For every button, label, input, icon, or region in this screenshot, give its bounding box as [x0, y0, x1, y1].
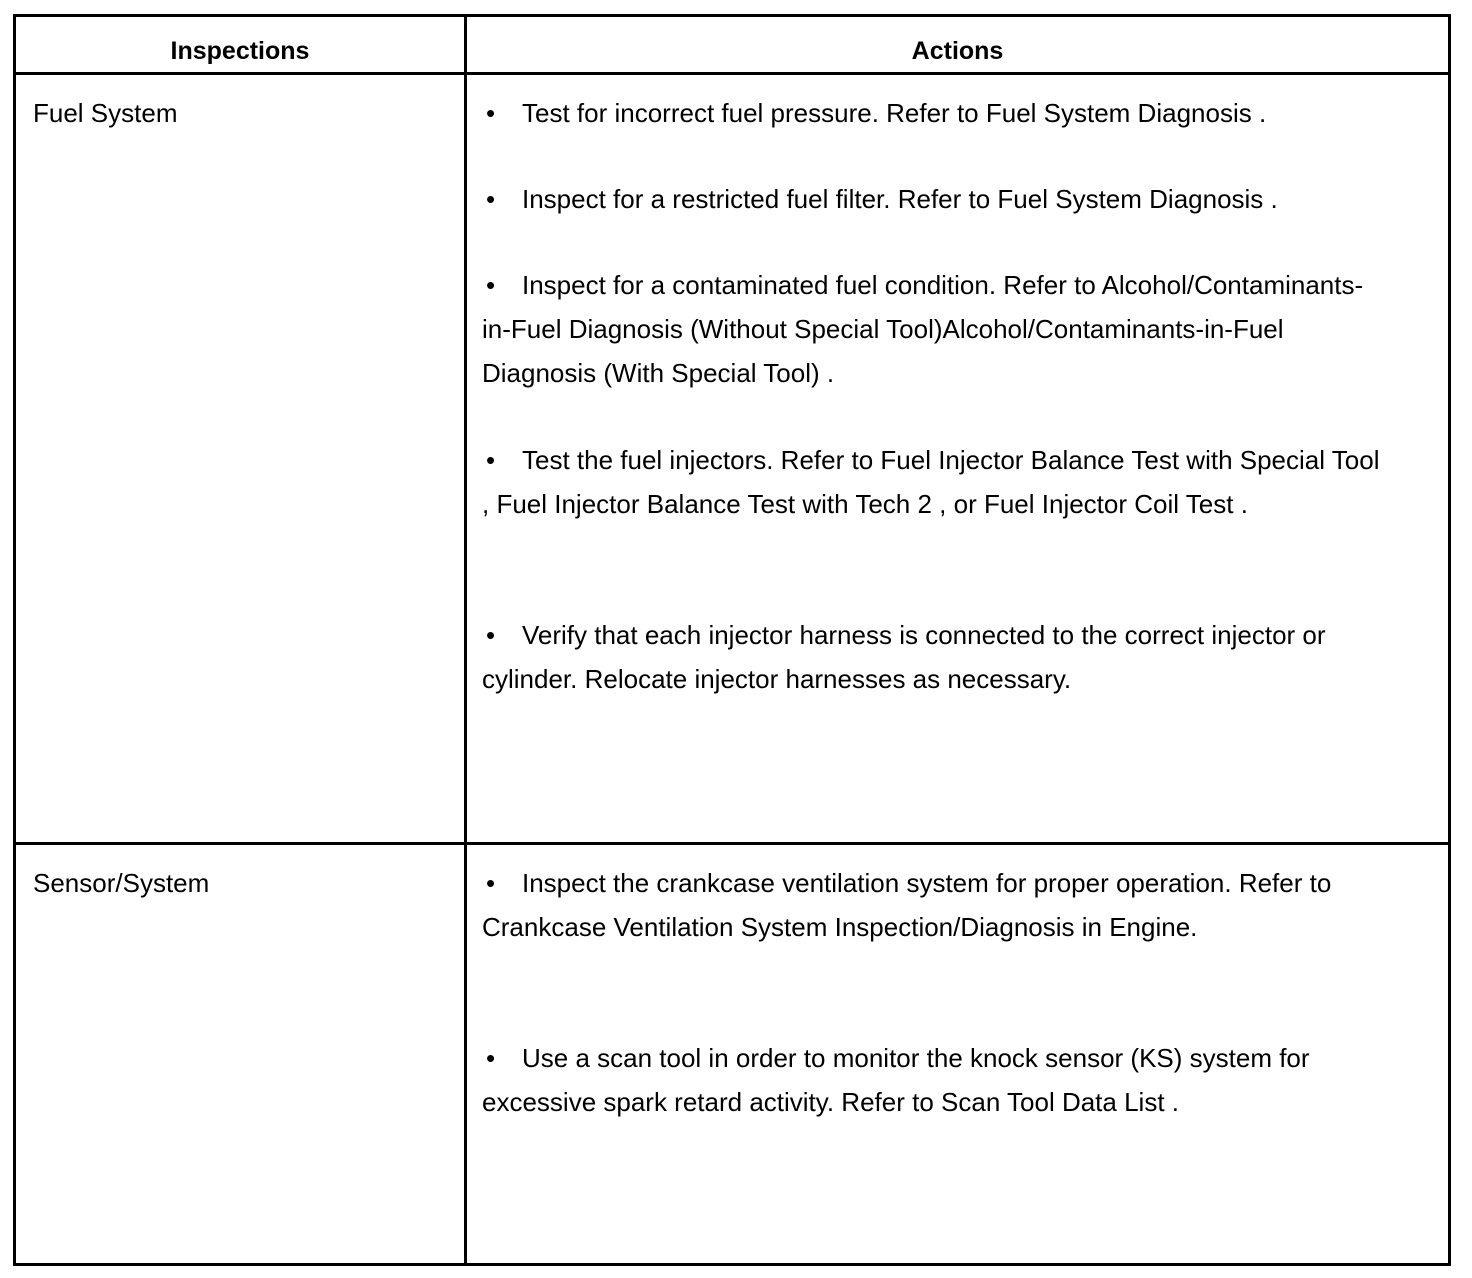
- header-actions: Actions: [911, 37, 1004, 65]
- header-divider: [16, 72, 1448, 75]
- action-text: Test for incorrect fuel pressure. Refer to Fuel System Diagnosis .: [522, 98, 1267, 128]
- action-item: [482, 613, 1382, 701]
- bullet: •: [486, 620, 496, 650]
- action-item: [482, 438, 1382, 526]
- action-text: Verify that each injector harness is connected to the correct injector or cylinder. Relocate injector harnesses as necessary.: [482, 620, 1326, 694]
- bullet: •: [486, 868, 496, 898]
- bullet: •: [486, 98, 496, 128]
- bullet: •: [486, 184, 496, 214]
- bullet: •: [486, 1043, 496, 1073]
- bullet: •: [486, 270, 496, 300]
- header-inspections: Inspections: [170, 37, 310, 65]
- action-item: [482, 1036, 1382, 1124]
- row-divider: [16, 842, 1448, 845]
- action-item: [482, 861, 1382, 949]
- action-text: Inspect for a restricted fuel filter. Refer to Fuel System Diagnosis .: [522, 184, 1278, 214]
- action-item: [482, 177, 1382, 221]
- inspections-table: [13, 14, 1451, 1266]
- action-item: [482, 91, 1382, 135]
- bullet: •: [486, 445, 496, 475]
- action-text: Use a scan tool in order to monitor the knock sensor (KS) system for excessive spark retard activity. Refer to Scan Tool Data List .: [482, 1043, 1310, 1117]
- action-item: [482, 263, 1382, 395]
- action-text: Inspect for a contaminated fuel condition. Refer to Alcohol/Contaminants-in-Fuel Diagnosis (Without Special Tool)Alcohol/Contaminants-in-Fuel Diagnosis (With Special Tool) .: [482, 270, 1364, 388]
- action-text: Inspect the crankcase ventilation system for proper operation. Refer to Crankcase Ventilation System Inspection/Diagnosis in Engine.: [482, 868, 1332, 942]
- action-text: Test the fuel injectors. Refer to Fuel Injector Balance Test with Special Tool , Fuel Injector Balance Test with Tech 2 , or Fuel Injector Coil Test .: [482, 445, 1380, 519]
- column-divider: [464, 17, 467, 1263]
- inspection-sensor-system: Sensor/System: [33, 868, 210, 898]
- inspection-fuel-system: Fuel System: [33, 98, 178, 128]
